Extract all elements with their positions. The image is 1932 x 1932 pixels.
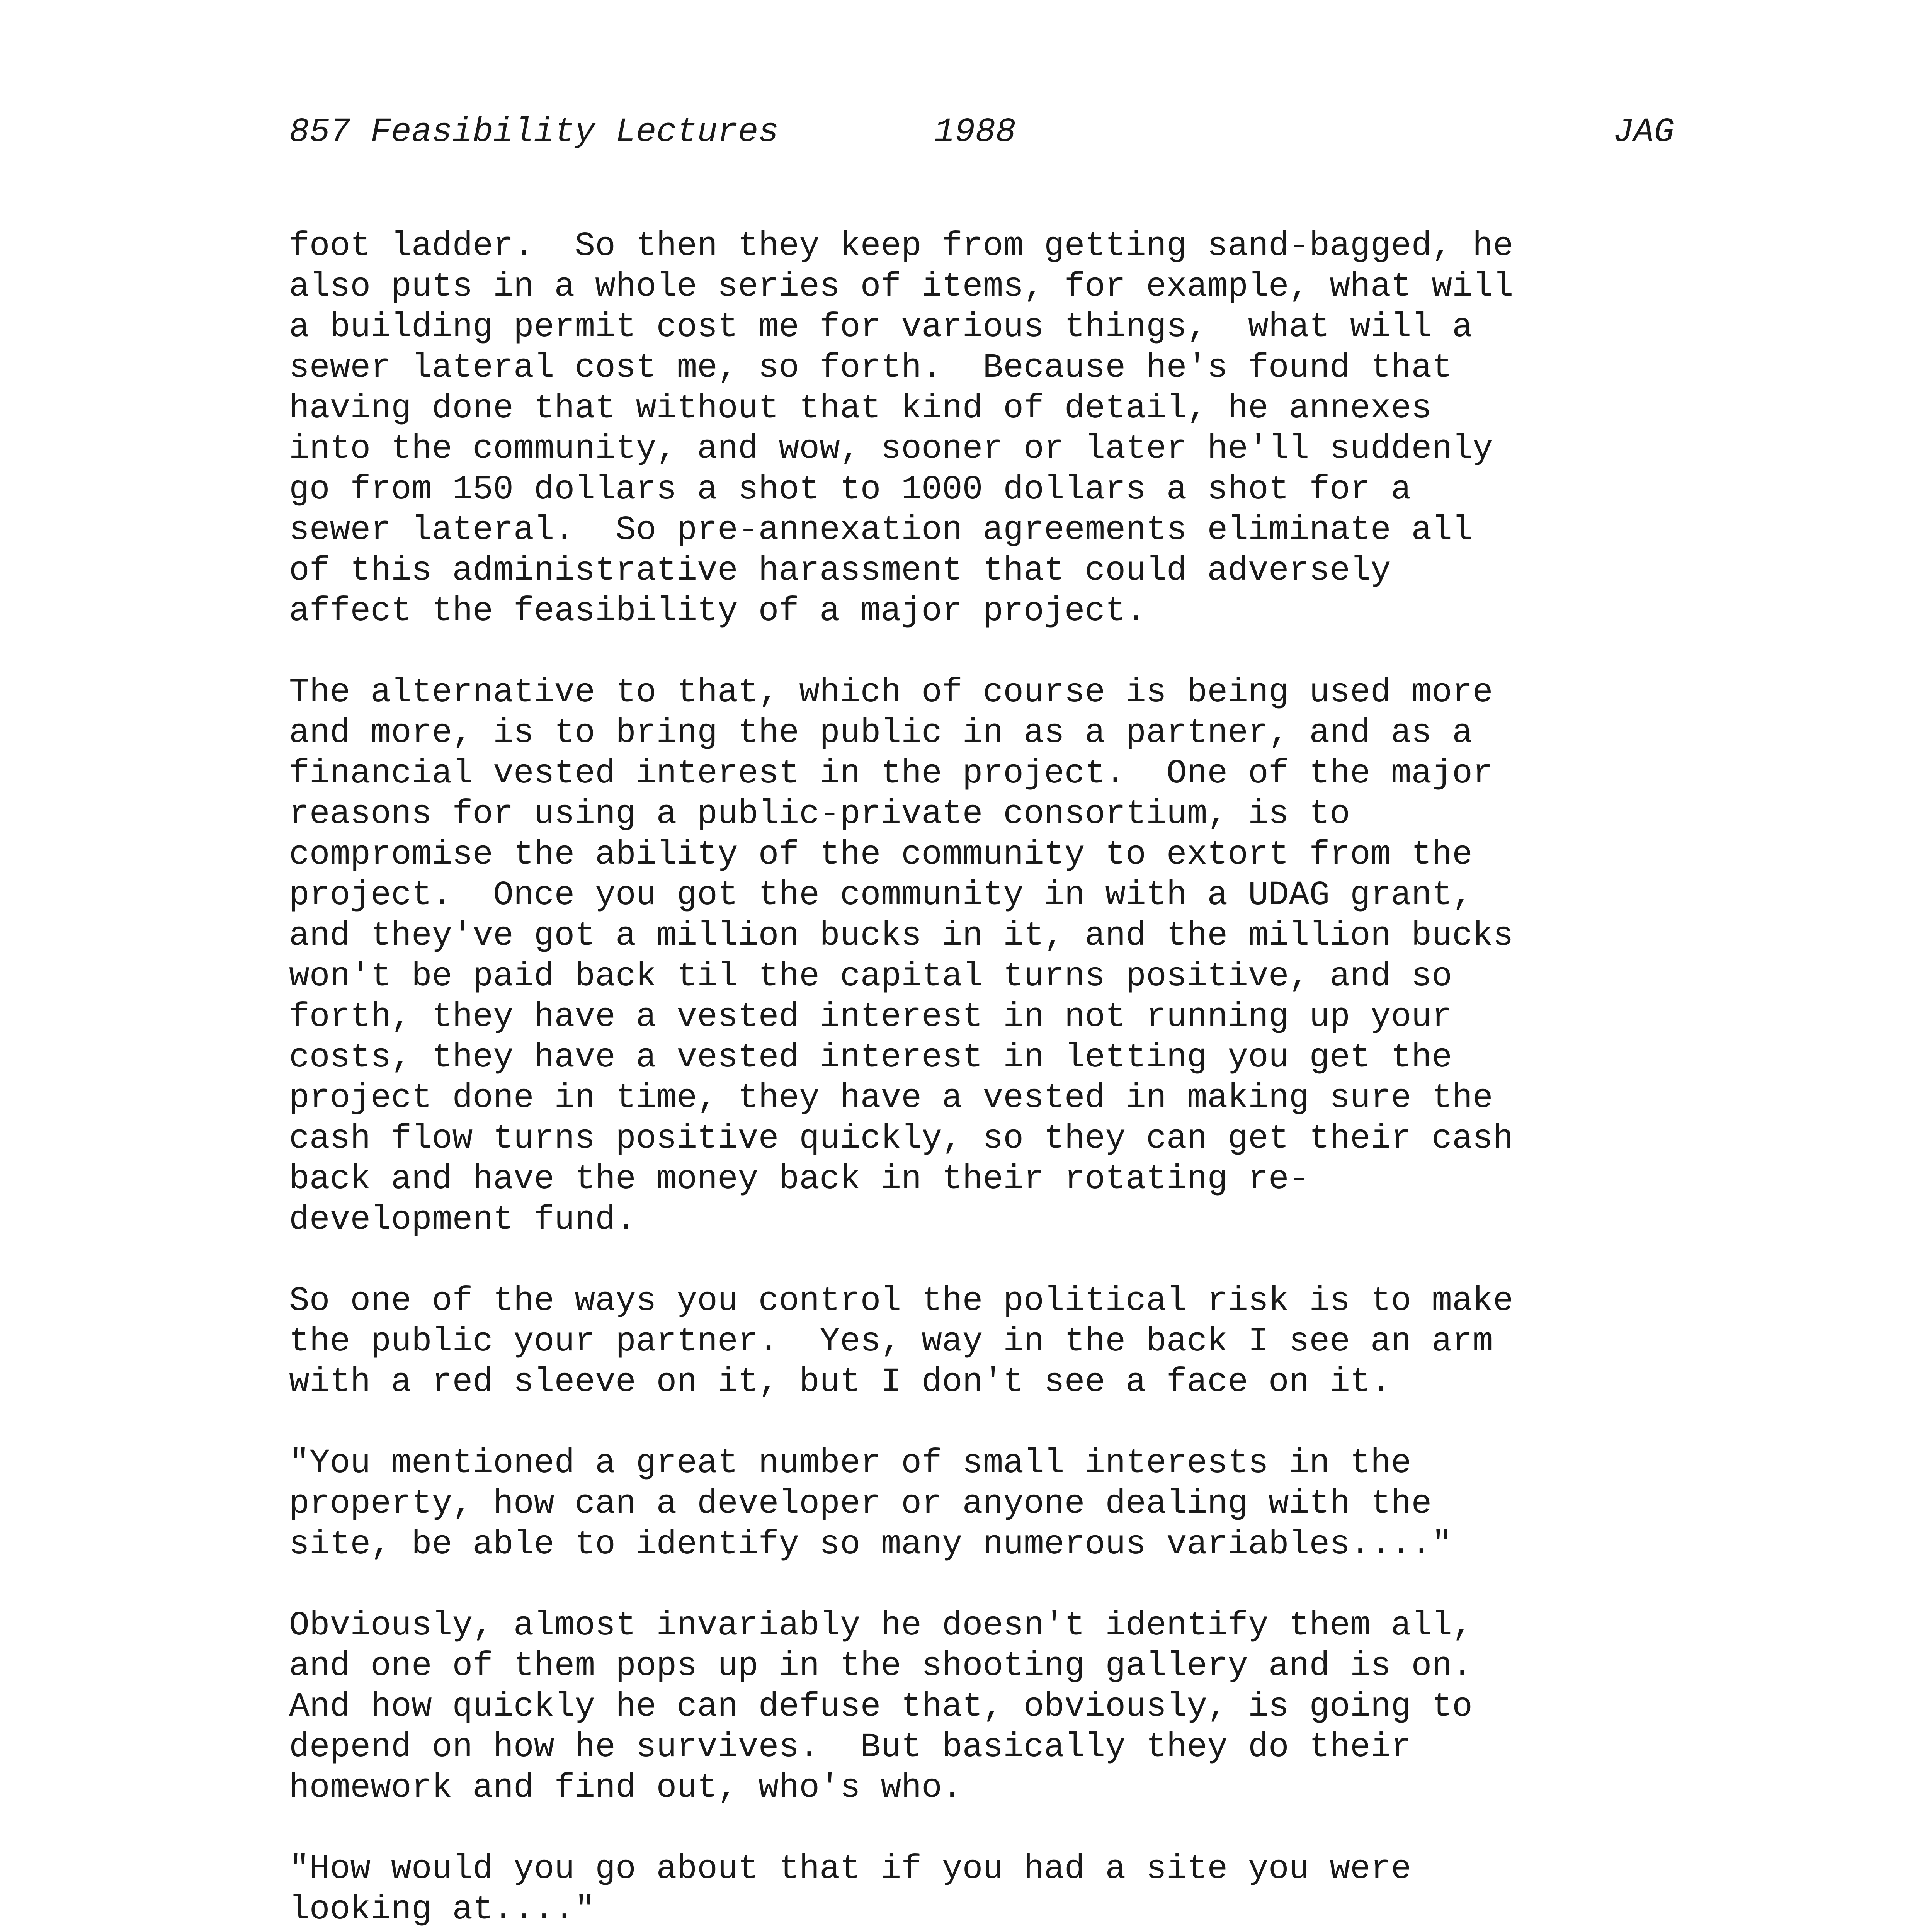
paragraph-question-site: "How would you go about that if you had a site you were looking at...."	[289, 1850, 1412, 1929]
paragraph-answer-identify: Obviously, almost invariably he doesn't identify them all, and one of them pops up in the shooting gallery and is on. And how quickly he can defuse that, obviously, is going to depend on how he survives. But basically they do their homework and find out, who's who.	[289, 1607, 1473, 1807]
paragraph-public-partner: The alternative to that, which of course is being used more and more, is to bring the public in as a partner, and as a financial vested interest in the project. One of the major reasons for using a public-private consortium, is to compromise the ability of the community to extort from the project. Once you got the community in with a UDAG grant, and they've got a million bucks in it, and the million bucks won't be paid back til the capital turns positive, and so forth, they have a vested interest in not running up your costs, they have a vested interest in letting you get the project done in time, they have a vested in making sure the cash flow turns positive quickly, so they can get their cash back and have the money back in their rotating re- development fund.	[289, 673, 1514, 1239]
header-course-title: 857 Feasibility Lectures	[289, 113, 779, 151]
header-author-initials: JAG	[1613, 113, 1674, 151]
paragraph-political-risk: So one of the ways you control the political risk is to make the public your partner. Yes, way in the back I see an arm with a red sleeve on it, but I don't see a face on it.	[289, 1282, 1514, 1401]
paragraph-question-small-interests: "You mentioned a great number of small interests in the property, how can a developer or anyone dealing with the site, be able to identify so many numerous variables...."	[289, 1444, 1452, 1564]
header-year: 1988	[934, 113, 1016, 151]
lecture-transcript-body	[289, 226, 1696, 1932]
paragraph-pre-annexation: foot ladder. So then they keep from getting sand-bagged, he also puts in a whole series of items, for example, what will a building permit cost me for various things, what will a sewer lateral cost me, so forth. Because he's found that having done that without that kind of detail, he annexes into the community, and wow, sooner or later he'll suddenly go from 150 dollars a shot to 1000 dollars a shot for a sewer lateral. So pre-annexation agreements eliminate all of this administrative harassment that could adversely affect the feasibility of a major project.	[289, 227, 1514, 631]
